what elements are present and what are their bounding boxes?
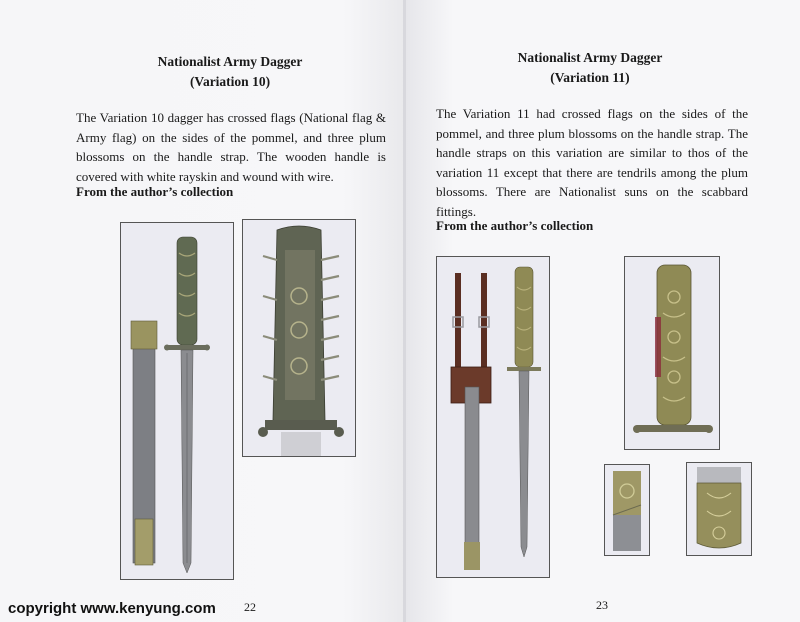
handle-closeup-illustration xyxy=(243,220,355,456)
left-collection-note: From the author’s collection xyxy=(76,184,234,199)
photo-scabbard-fitting-small xyxy=(604,464,650,556)
right-paragraph-line: variation 11 except that there are tendrils among the plum xyxy=(436,164,748,180)
dagger-hanger-illustration xyxy=(437,257,549,577)
right-paragraph-line: fittings. xyxy=(436,203,477,219)
left-page-number: 22 xyxy=(244,600,256,614)
photo-variation11-handle-closeup xyxy=(624,256,720,450)
scabbard-fitting-illustration xyxy=(605,465,649,555)
right-paragraph-line: handle straps on this variation are similar to thos of the xyxy=(436,145,748,160)
copyright-watermark: copyright www.kenyung.com xyxy=(8,600,216,617)
right-page-title xyxy=(470,48,710,88)
right-page xyxy=(406,0,800,622)
left-paragraph xyxy=(76,108,386,186)
left-paragraph-line: blossoms on the handle strap. The wooden handle is xyxy=(76,149,386,164)
photo-variation10-handle-closeup xyxy=(242,219,356,457)
handle11-closeup-illustration xyxy=(625,257,719,449)
right-collection-note: From the author’s collection xyxy=(436,218,594,233)
photo-variation11-dagger-and-hanger xyxy=(436,256,550,578)
right-page-number: 23 xyxy=(596,598,608,612)
right-paragraph-line: pommel, and three plum blossoms on the handle strap. The xyxy=(436,125,748,141)
right-paragraph-line: blossoms. There are Nationalist suns on the scabbard xyxy=(436,184,748,199)
left-paragraph-line: The Variation 10 dagger has crossed flags (National flag & xyxy=(76,110,386,125)
photo-scabbard-chape-closeup xyxy=(686,462,752,556)
right-title-line1: Nationalist Army Dagger xyxy=(517,50,663,65)
right-title-line2: (Variation 11) xyxy=(550,70,630,85)
left-paragraph-line: Army flag) on the sides of the pommel, and three plum xyxy=(76,129,386,145)
right-paragraph xyxy=(436,104,748,221)
left-paragraph-line: covered with white rayskin and wound with wire. xyxy=(76,168,334,184)
left-title-line2: (Variation 10) xyxy=(189,74,271,89)
chape-closeup-illustration xyxy=(687,463,751,555)
left-page-title xyxy=(110,52,350,92)
right-paragraph-line: The Variation 11 had crossed flags on the sides of the xyxy=(436,106,748,121)
photo-variation10-dagger-and-scabbard xyxy=(120,222,234,580)
dagger-scabbard-illustration xyxy=(121,223,233,579)
left-title-line1: Nationalist Army Dagger xyxy=(157,54,303,69)
